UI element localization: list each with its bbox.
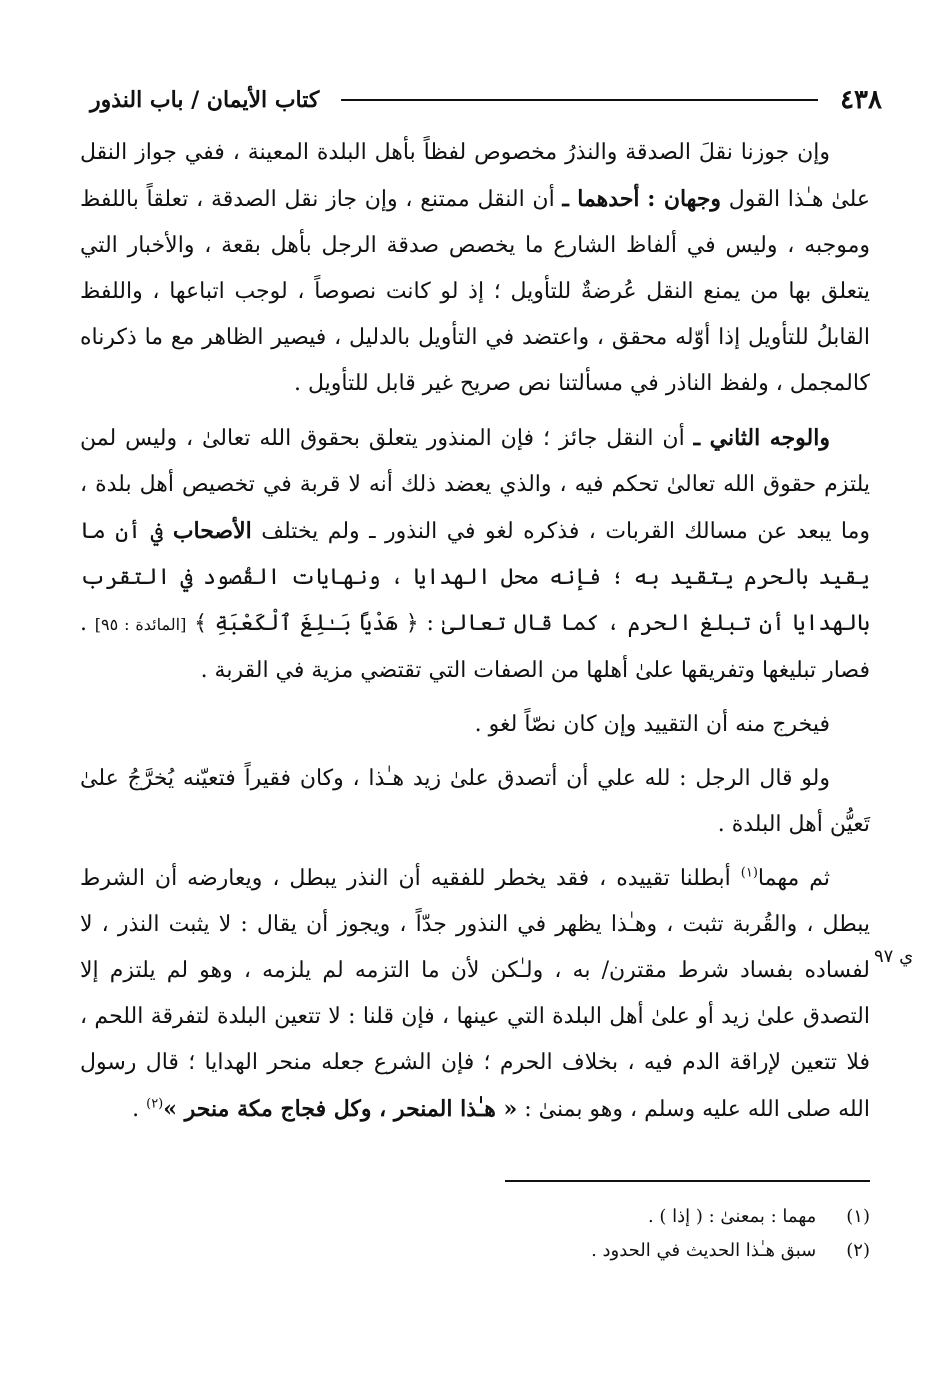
paragraph-5-end: . [132, 1097, 140, 1122]
paragraph-2-text-c: . فصار تبليغها وتفريقها علىٰ أهلها من الصفات التي تقتضي مزية في القربة . [80, 611, 870, 683]
footnote-separator [505, 1180, 870, 1182]
main-text [80, 130, 870, 1141]
paragraph-1-bold-term: وجهان : [647, 186, 722, 212]
running-title: كتاب الأيمان / باب النذور [90, 87, 320, 113]
margin-folio-note: ي ٩٧ [874, 946, 914, 967]
footnote-text: مهما : بمعنىٰ : ( إذا ) . [647, 1206, 817, 1227]
paragraph-4: ولو قال الرجل : لله علي أن أتصدق علىٰ زيد هـٰذا ، وكان فقيراً فتعيّنه يُخرَّجُ علىٰ تَعيُّن أهل البلدة . [80, 766, 870, 837]
page-header [90, 80, 882, 120]
paragraph-1-rest: أن النقل ممتنع ، وإن جاز نقل الصدقة ، تعلقاً باللفظ وموجبه ، وليس في ألفاظ الشارع ما يخصص صدقة الرجل بأهل بقعة ، والأخبار التي يتعلق بها من يمنع النقل عُرضةٌ للتأويل ؛ إذ لو كانت نصوصاً ، لوجب اتباعها ، واللفظ القابلُ للتأويل إذا أوّله محقق ، واعتضد في التأويل بالدليل ، فيصير الظاهر مع ما ذكرناه كالمجمل ، ولفظ الناذر في مسألتنا نص صريح غير قابل للتأويل . [80, 187, 870, 396]
quran-reference: [المائدة : ٩٥] [94, 615, 187, 634]
paragraph-2 [80, 415, 870, 694]
paragraph-2-text-b: في أن ما يقيد بالحرم يتقيد به ؛ فإنه محل الهدايا ، ونهايات القُصود في التقرب بالهدايا أن تبلغ الحرم ، كما قال تعالىٰ : [80, 519, 870, 636]
quran-quote: ﴿ هَدْيًا بَـٰلِغَ ٱلْكَعْبَةِ ﴾ [194, 611, 419, 636]
footnote-item [80, 1200, 870, 1234]
paragraph-1 [80, 130, 870, 407]
footnote-number: (١) [846, 1206, 870, 1227]
footnote-item [80, 1234, 870, 1268]
footnote-ref-2: (٢) [146, 1096, 164, 1112]
paragraph-5-text-b: أبطلنا تقييده ، فقد يخطر للفقيه أن النذر يبطل ، ويعارضه أن الشرط يبطل ، والقُربة تثبت ، وهـٰذا يظهر في النذور جدّاً ، ويجوز أن يقال : لا يثبت النذر ، لا لفساده بفساد شرط مقترن/ به ، ولـٰكن لأن ما التزمه لم يلزمه ، وهو لم يلتزم إلا التصدق علىٰ زيد أو علىٰ أهل البلدة التي عينها ، فإن قلنا : لا تتعين البلدة لتفرقة اللحم ، فلا تتعين لإراقة الدم فيه ، بخلاف الحرم ؛ فإن الشرع جعله منحر الهدايا ؛ قال رسول الله صلى الله عليه وسلم ، وهو بمنىٰ : [80, 866, 870, 1122]
hadith-quote: « هـٰذا المنحر ، وكل فجاج مكة منحر » [163, 1096, 518, 1122]
paragraph-1-bold-first: أحدهما ـ [562, 186, 640, 212]
footnote-number: (٢) [846, 1240, 870, 1261]
paragraph-5-text-a: ثم مهما [757, 866, 830, 891]
page-number: ٤٣٨ [840, 85, 882, 115]
paragraph-2-bold-heading: والوجه الثاني ـ [693, 425, 830, 451]
paragraph-2-bold-ashab: الأصحاب [172, 518, 252, 544]
footnote-ref-1: (١) [740, 865, 758, 881]
paragraph-3: فيخرج منه أن التقييد وإن كان نصّاً لغو . [474, 712, 830, 737]
paragraph-5 [80, 856, 870, 1133]
footnote-text: سبق هـٰذا الحديث في الحدود . [591, 1240, 817, 1261]
footnotes [80, 1200, 870, 1268]
paragraph-2-text-a: أن النقل جائز ؛ فإن المنذور يتعلق بحقوق الله تعالىٰ ، وليس لمن يلتزم حقوق الله تعالىٰ تحكم فيه ، والذي يعضد ذلك أنه لا قربة في تخصيص أهل بلدة ، وما يبعد عن مسالك القربات ، فذكره لغو في النذور ـ ولم يختلف [80, 426, 870, 544]
paragraph-1-text: وإن جوزنا نقلَ الصدقة والنذرُ مخصوص لفظاً بأهل البلدة المعينة ، ففي جواز النقل علىٰ هـٰذا القول [80, 140, 870, 212]
header-rule [341, 99, 818, 101]
